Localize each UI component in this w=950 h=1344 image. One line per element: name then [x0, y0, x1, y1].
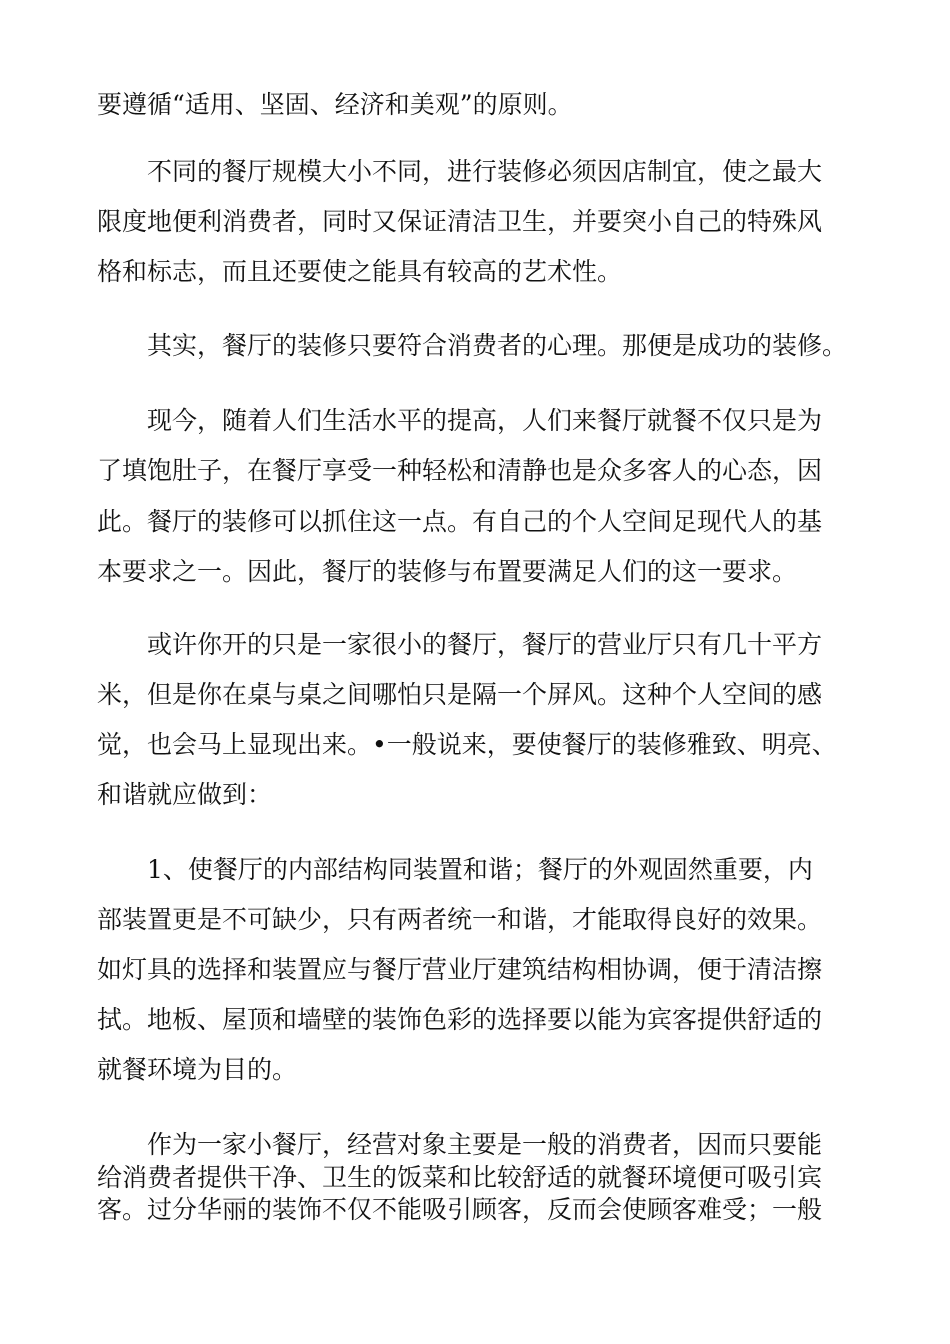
paragraph-line: 现今，随着人们生活水平的提高，人们来餐厅就餐不仅只是为: [147, 406, 823, 435]
paragraph-line: 要遵循“适用、坚固、经济和美观”的原则。: [97, 90, 573, 119]
paragraph-line: 和谐就应做到：: [97, 780, 273, 809]
paragraph-line: 本要求之一。因此，餐厅的装修与布置要满足人们的这一要求。: [97, 557, 798, 586]
paragraph-line: 限度地便利消费者，同时又保证清洁卫生，并要突小自己的特殊风: [97, 207, 823, 236]
paragraph-line: 给消费者提供干净、卫生的饭菜和比较舒适的就餐环境便可吸引宾: [97, 1163, 823, 1192]
paragraph-line: 部装置更是不可缺少，只有两者统一和谐，才能取得良好的效果。: [97, 905, 823, 934]
paragraph-line: 米，但是你在桌与桌之间哪怕只是隔一个屏风。这种个人空间的感: [97, 680, 823, 709]
paragraph-line: 就餐环境为目的。: [97, 1055, 298, 1084]
paragraph-line: 拭。地板、屋顶和墙壁的装饰色彩的选择要以能为宾客提供舒适的: [97, 1005, 823, 1034]
paragraph-line: 此。餐厅的装修可以抓住这一点。有自己的个人空间足现代人的基: [97, 507, 823, 536]
paragraph-line: 或许你开的只是一家很小的餐厅，餐厅的营业厅只有几十平方: [147, 630, 823, 659]
paragraph-line: 作为一家小餐厅，经营对象主要是一般的消费者，因而只要能: [147, 1130, 823, 1159]
paragraph-line: 客。过分华丽的装饰不仅不能吸引顾客，反而会使顾客难受；一般: [97, 1195, 823, 1224]
paragraph-line: 1、使餐厅的内部结构同装置和谐；餐厅的外观固然重要，内: [147, 855, 813, 884]
paragraph-line: 不同的餐厅规模大小不同，进行装修必须因店制宜，使之最大: [147, 157, 823, 186]
paragraph-line: 觉，也会马上显现出来。•一般说来，要使餐厅的装修雅致、明亮、: [97, 730, 837, 759]
paragraph-line: 格和标志，而且还要使之能具有较高的艺术性。: [97, 257, 623, 286]
paragraph-line: 如灯具的选择和装置应与餐厅营业厅建筑结构相协调，便于清洁擦: [97, 955, 823, 984]
paragraph-line: 其实，餐厅的装修只要符合消费者的心理。那便是成功的装修。: [147, 331, 848, 360]
paragraph-line: 了填饱肚子，在餐厅享受一种轻松和清静也是众多客人的心态，因: [97, 456, 823, 485]
